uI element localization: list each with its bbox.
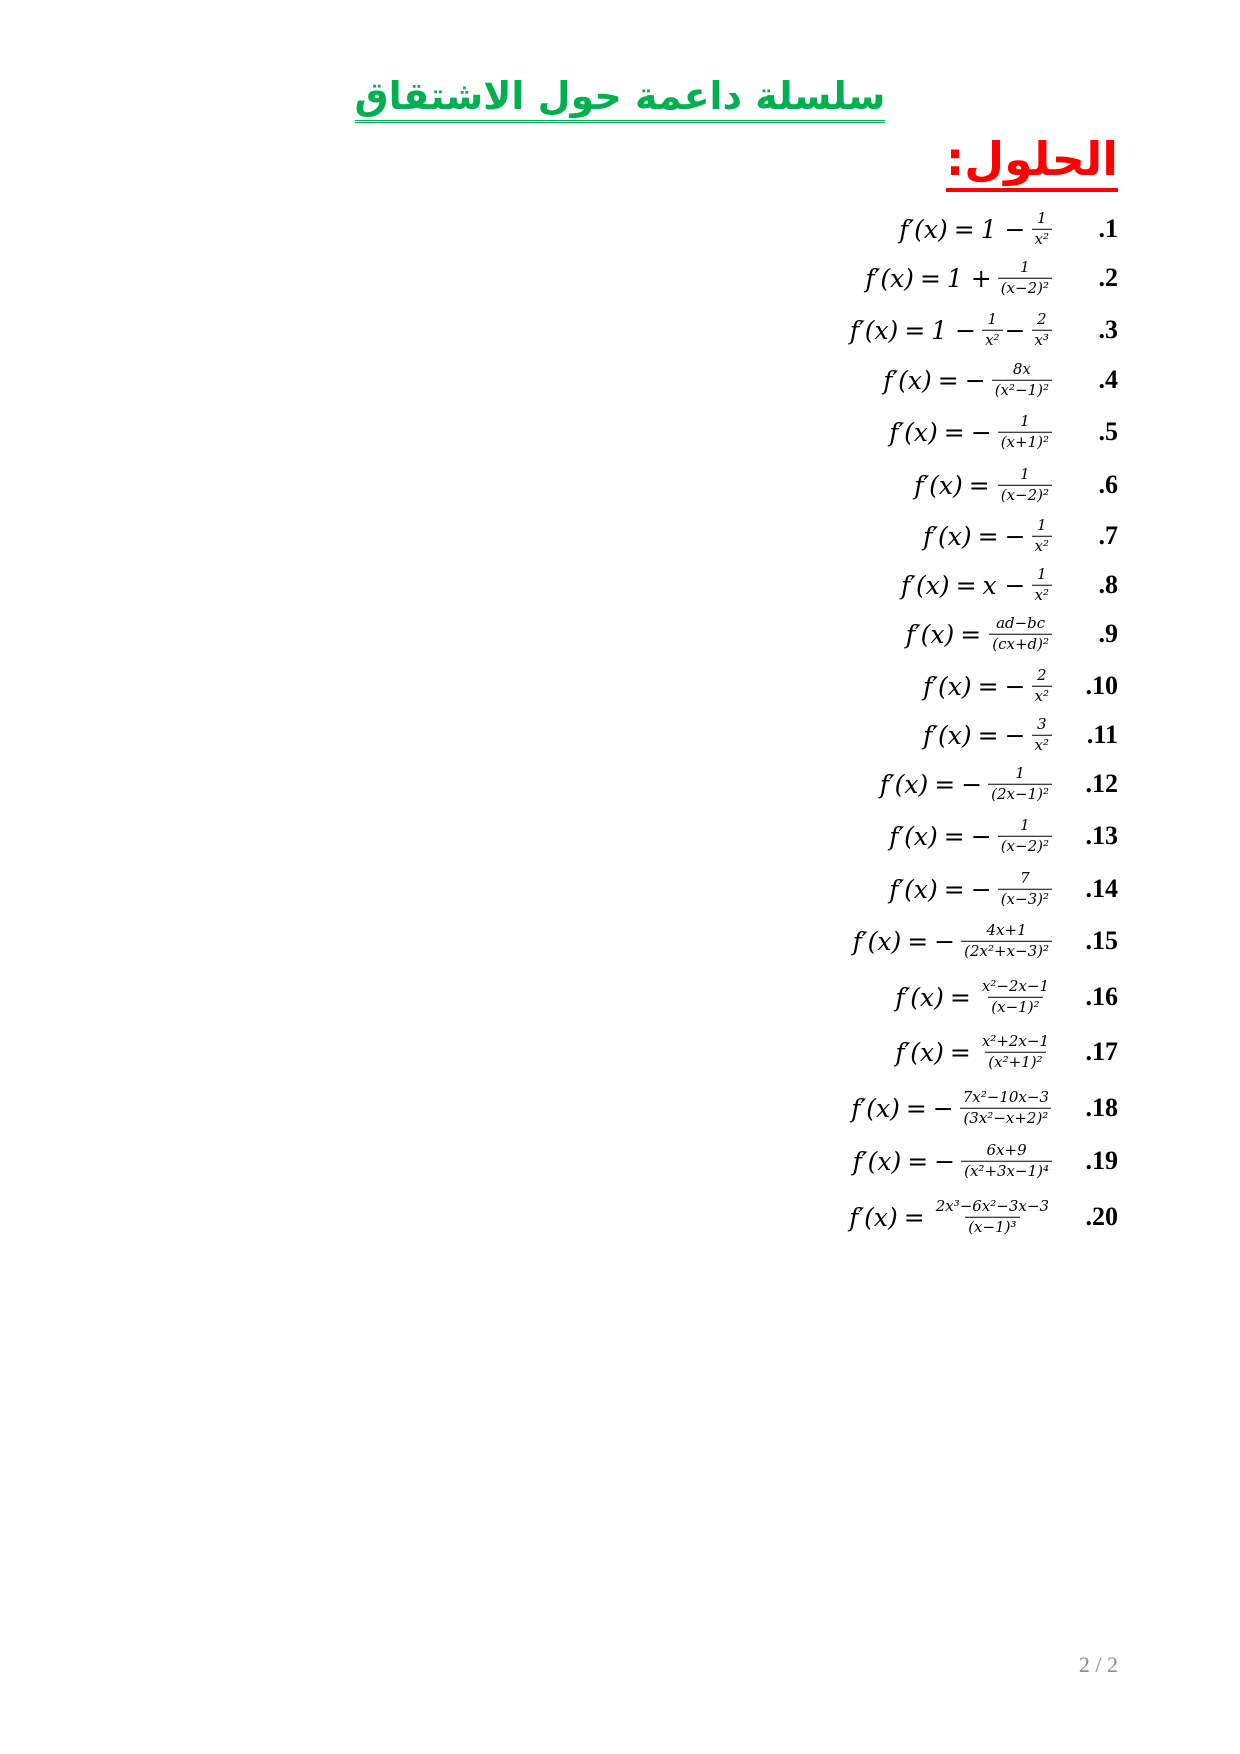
- answer-equation: [895, 976, 1054, 1016]
- fraction: [1032, 564, 1052, 604]
- derivative-symbol: f′(x): [865, 263, 914, 293]
- equals-sign: =: [955, 570, 977, 600]
- fraction: [979, 976, 1052, 1016]
- answer-row: [0, 404, 1240, 460]
- expression-prefix: −: [932, 1093, 954, 1123]
- answer-number: .3: [1098, 315, 1118, 344]
- fraction-numerator: 1: [1036, 564, 1047, 583]
- fraction: [998, 411, 1052, 451]
- derivative-symbol: f′(x): [851, 1093, 900, 1123]
- derivative-symbol: f′(x): [895, 982, 944, 1012]
- answer-equation: [923, 714, 1054, 754]
- derivative-symbol: f′(x): [852, 926, 902, 956]
- derivative-symbol: f′(x): [905, 619, 955, 649]
- answer-row: [0, 658, 1240, 714]
- answer-number: .8: [1098, 570, 1118, 599]
- answer-number: .7: [1098, 521, 1118, 550]
- answer-equation: [889, 411, 1054, 451]
- fraction-numerator: 7x²−10x−3: [962, 1087, 1049, 1106]
- fraction-numerator: 1: [1015, 763, 1025, 782]
- answer-number: .20: [1085, 1202, 1118, 1231]
- answer-equation: [851, 1087, 1054, 1127]
- fraction-denominator: (x−2)²: [998, 485, 1052, 504]
- derivative-symbol: f′(x): [895, 1037, 944, 1067]
- fraction: [933, 1196, 1052, 1236]
- fraction: [989, 613, 1052, 653]
- derivative-symbol: f′(x): [899, 214, 948, 244]
- answer-row: [0, 861, 1240, 917]
- equals-sign: =: [977, 671, 999, 701]
- fraction-denominator: (2x²+x−3)²: [961, 941, 1052, 960]
- derivative-symbol: f′(x): [889, 417, 938, 447]
- fraction: [988, 763, 1052, 803]
- fraction-numerator: 7: [1020, 868, 1030, 887]
- derivative-symbol: f′(x): [852, 1146, 902, 1176]
- equals-sign: =: [949, 982, 971, 1012]
- answer-row: [0, 1080, 1240, 1136]
- fraction: [1032, 208, 1052, 248]
- answer-equation: [923, 515, 1054, 555]
- expression-prefix: 1 −: [980, 214, 1026, 244]
- fraction-numerator: x²+2x−1: [981, 1031, 1049, 1050]
- equals-sign: =: [934, 769, 956, 799]
- fraction-denominator: (x²+1)²: [985, 1052, 1045, 1071]
- answer-row: [0, 1189, 1240, 1245]
- fraction-numerator: 2: [1036, 665, 1047, 684]
- answer-number: .17: [1085, 1037, 1118, 1066]
- derivative-symbol: f′(x): [923, 720, 972, 750]
- fraction: [998, 815, 1052, 855]
- answer-equation: [849, 309, 1054, 349]
- derivative-symbol: f′(x): [849, 1202, 898, 1232]
- fraction-denominator: (x−1)²: [988, 997, 1042, 1016]
- solutions-heading-text: الحلول:: [946, 132, 1118, 192]
- derivative-symbol: f′(x): [923, 671, 972, 701]
- answer-number: .16: [1085, 982, 1118, 1011]
- answer-row: [0, 302, 1240, 358]
- fraction-denominator: x²: [1032, 229, 1052, 248]
- fraction-numerator: 4x+1: [986, 920, 1027, 939]
- fraction: [979, 1031, 1052, 1071]
- equals-sign: =: [977, 521, 999, 551]
- answer-equation: [889, 815, 1054, 855]
- fraction-numerator: 1: [1020, 815, 1030, 834]
- derivative-symbol: f′(x): [883, 365, 932, 395]
- fraction-numerator: 1: [1036, 515, 1047, 534]
- fraction-numerator: 1: [1036, 208, 1047, 227]
- expression-operator: −: [1004, 315, 1026, 345]
- answer-number: .6: [1098, 470, 1118, 499]
- fraction: [992, 359, 1052, 399]
- expression-prefix: 1 +: [946, 263, 992, 293]
- fraction-numerator: 1: [1020, 257, 1030, 276]
- page-number: 2 / 2: [1078, 1652, 1118, 1677]
- fraction-numerator: 1: [1020, 464, 1030, 483]
- answer-row: [0, 913, 1240, 969]
- answer-row: [0, 352, 1240, 408]
- fraction-denominator: x²: [1032, 686, 1052, 705]
- fraction-denominator: (x²−1)²: [992, 380, 1052, 399]
- fraction: [1032, 665, 1052, 705]
- derivative-symbol: f′(x): [901, 570, 950, 600]
- answer-row: [0, 557, 1240, 613]
- fraction-denominator: x²: [1032, 585, 1052, 604]
- answer-equation: [849, 1196, 1054, 1236]
- answer-number: .5: [1098, 417, 1118, 446]
- answer-row: [0, 707, 1240, 763]
- expression-prefix: −: [970, 874, 992, 904]
- answer-number: .1: [1098, 214, 1118, 243]
- derivative-symbol: f′(x): [879, 769, 929, 799]
- document-title-text: سلسلة داعمة حول الاشتقاق: [355, 74, 886, 123]
- answer-row: [0, 201, 1240, 257]
- fraction-numerator: 1: [987, 309, 998, 328]
- answer-equation: [852, 1140, 1054, 1180]
- fraction-denominator: (x−2)²: [998, 278, 1052, 297]
- equals-sign: =: [907, 1146, 929, 1176]
- fraction-denominator: (x−2)²: [998, 836, 1052, 855]
- fraction-numerator: 6x+9: [986, 1140, 1027, 1159]
- fraction: [961, 920, 1052, 960]
- fraction: [960, 1087, 1052, 1127]
- fraction: [1032, 309, 1052, 349]
- answer-equation: [852, 920, 1054, 960]
- expression-prefix: −: [970, 417, 992, 447]
- fraction: [982, 309, 1002, 349]
- answer-equation: [901, 564, 1054, 604]
- expression-prefix: −: [964, 365, 986, 395]
- answer-equation: [914, 464, 1054, 504]
- derivative-symbol: f′(x): [849, 315, 899, 345]
- fraction-denominator: (3x²−x+2)²: [960, 1108, 1051, 1127]
- answer-equation: [879, 763, 1054, 803]
- fraction-numerator: x²−2x−1: [981, 976, 1049, 995]
- fraction-denominator: (x−3)²: [998, 889, 1052, 908]
- answer-number: .11: [1086, 720, 1118, 749]
- answer-number: .10: [1085, 671, 1118, 700]
- equals-sign: =: [919, 263, 941, 293]
- fraction-numerator: 2: [1036, 309, 1047, 328]
- expression-prefix: 1 −: [931, 315, 977, 345]
- answer-equation: [899, 208, 1054, 248]
- expression-prefix: −: [934, 926, 956, 956]
- fraction-numerator: 3: [1036, 714, 1047, 733]
- answer-row: [0, 457, 1240, 513]
- answer-row: [0, 756, 1240, 812]
- expression-prefix: −: [934, 1146, 956, 1176]
- answer-row: [0, 606, 1240, 662]
- fraction: [998, 868, 1052, 908]
- fraction-denominator: x²: [982, 330, 1002, 349]
- answer-row: [0, 1133, 1240, 1189]
- answer-equation: [895, 1031, 1054, 1071]
- fraction: [998, 464, 1052, 504]
- derivative-symbol: f′(x): [914, 470, 963, 500]
- fraction-denominator: x²: [1032, 735, 1052, 754]
- answer-row: [0, 250, 1240, 306]
- derivative-symbol: f′(x): [923, 521, 972, 551]
- derivative-symbol: f′(x): [889, 821, 938, 851]
- fraction-numerator: 8x: [1012, 359, 1031, 378]
- answer-number: .15: [1085, 926, 1118, 955]
- answer-number: .12: [1085, 769, 1118, 798]
- fraction-denominator: (cx+d)²: [989, 634, 1052, 653]
- equals-sign: =: [905, 1093, 927, 1123]
- answer-equation: [923, 665, 1054, 705]
- derivative-symbol: f′(x): [889, 874, 938, 904]
- expression-prefix: −: [1004, 671, 1026, 701]
- answer-number: .2: [1098, 263, 1118, 292]
- equals-sign: =: [907, 926, 929, 956]
- expression-prefix: −: [1004, 521, 1026, 551]
- equals-sign: =: [937, 365, 959, 395]
- answer-equation: [865, 257, 1054, 297]
- equals-sign: =: [977, 720, 999, 750]
- equals-sign: =: [953, 214, 975, 244]
- fraction-denominator: (2x−1)²: [988, 784, 1052, 803]
- equals-sign: =: [903, 1202, 925, 1232]
- answer-row: [0, 1024, 1240, 1080]
- answer-row: [0, 969, 1240, 1025]
- expression-prefix: −: [1004, 720, 1026, 750]
- answer-number: .4: [1098, 365, 1118, 394]
- expression-prefix: x −: [982, 570, 1026, 600]
- answer-row: [0, 508, 1240, 564]
- equals-sign: =: [943, 874, 965, 904]
- answer-number: .18: [1085, 1093, 1118, 1122]
- equals-sign: =: [904, 315, 926, 345]
- answer-number: .19: [1085, 1146, 1118, 1175]
- answer-number: .14: [1085, 874, 1118, 903]
- fraction-denominator: (x−1)³: [965, 1217, 1019, 1236]
- answer-equation: [883, 359, 1054, 399]
- fraction-numerator: ad−bc: [996, 613, 1046, 632]
- fraction: [1032, 515, 1052, 555]
- fraction-denominator: x³: [1032, 330, 1052, 349]
- equals-sign: =: [943, 821, 965, 851]
- answer-row: [0, 808, 1240, 864]
- expression-prefix: −: [970, 821, 992, 851]
- fraction: [1032, 714, 1052, 754]
- fraction: [961, 1140, 1052, 1180]
- answer-number: .13: [1085, 821, 1118, 850]
- fraction-numerator: 1: [1020, 411, 1030, 430]
- answer-equation: [889, 868, 1054, 908]
- equals-sign: =: [949, 1037, 971, 1067]
- fraction-denominator: x²: [1032, 536, 1052, 555]
- equals-sign: =: [943, 417, 965, 447]
- fraction-denominator: (x²+3x−1)⁴: [961, 1161, 1052, 1180]
- answer-number: .9: [1098, 619, 1118, 648]
- fraction-denominator: (x+1)²: [998, 432, 1052, 451]
- answer-equation: [905, 613, 1054, 653]
- fraction-numerator: 2x³−6x²−3x−3: [935, 1196, 1049, 1215]
- equals-sign: =: [968, 470, 990, 500]
- fraction: [998, 257, 1052, 297]
- equals-sign: =: [960, 619, 982, 649]
- expression-prefix: −: [961, 769, 983, 799]
